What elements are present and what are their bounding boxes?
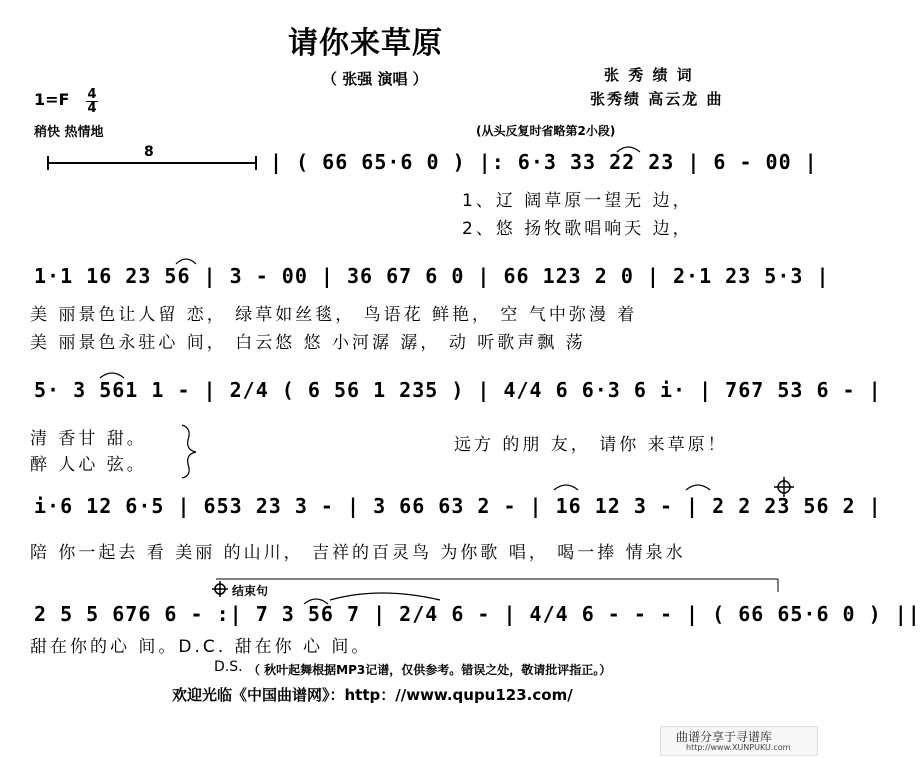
lyrics-row-3-verse-1: 清 香甘 甜。 xyxy=(30,429,147,449)
repeat-note: (从头反复时省略第2小段) xyxy=(476,124,616,138)
lyrics-row-1-verse-1: 1、辽 阔草原一望无 边， xyxy=(462,191,693,211)
lyrics-row-1-verse-2: 2、悠 扬牧歌唱响天 边， xyxy=(462,219,693,239)
lyrics-row-4: 陪 你一起去 看 美丽 的山川， 吉祥的百灵鸟 为你歌 唱， 喝一捧 情泉水 xyxy=(30,543,686,563)
transcription-note: （ 秋叶起舞根据MP3记谱，仅供参考。错误之处，敬请批评指正。） xyxy=(248,663,612,677)
watermark-text: 曲谱分享于寻谱库 xyxy=(676,730,773,744)
notation-row-4: i·6 12 6·5 | 653 23 3 - | 3 66 63 2 - | 16 12 3 - | 2 2 23 56 2 | xyxy=(34,494,882,518)
lyrics-row-3-chorus: 远方 的朋 友， 请你 来草原！ xyxy=(454,435,728,455)
rest-count: 8 xyxy=(144,144,154,160)
tempo-marking: 稍快 热情地 xyxy=(34,125,104,140)
notation-row-1: | ( 66 65·6 0 ) |: 6·3 33 22 23 | 6 - 00 | xyxy=(270,150,818,174)
singer-credit: （ 张强 演唱 ） xyxy=(322,70,428,88)
lyrics-row-2-verse-2: 美 丽景色永驻心 间， 白云悠 悠 小河潺 潺， 动 听歌声飘 荡 xyxy=(30,333,586,353)
time-bottom: 4 xyxy=(87,101,97,116)
song-title: 请你来草原 xyxy=(288,26,443,61)
notation-row-3: 5· 3 561 1 - | 2/4 ( 6 56 1 235 ) | 4/4 6 6·3 6 i· | 767 53 6 - | xyxy=(34,378,882,402)
lyrics-row-5: 甜在你的心 间。D.C. 甜在你 心 间。 xyxy=(30,637,372,657)
composer-credit: 张秀绩 高云龙 曲 xyxy=(590,90,724,108)
lyrics-row-2-verse-1: 美 丽景色让人留 恋， 绿草如丝毯， 鸟语花 鲜艳， 空 气中弥漫 着 xyxy=(30,305,638,325)
watermark-url: http://www.XUNPUKU.com xyxy=(686,743,791,752)
time-top: 4 xyxy=(87,87,97,102)
lyrics-row-3-verse-2: 醉 人心 弦。 xyxy=(30,455,147,475)
site-footer: 欢迎光临《中国曲谱网》：http：//www.qupu123.com/ xyxy=(172,686,573,704)
notation-row-2: 1·1 16 23 56 | 3 - 00 | 36 67 6 0 | 66 123 2 0 | 2·1 23 5·3 | xyxy=(34,264,830,288)
ds-marking: D.S. xyxy=(214,659,243,675)
lyricist-credit: 张 秀 绩 词 xyxy=(604,66,694,84)
notation-row-5: 2 5 5 676 6 - :| 7 3 56 7 | 2/4 6 - | 4/4 6 - - - | ( 66 65·6 0 ) || xyxy=(34,602,921,626)
ending-label: 结束句 xyxy=(232,584,269,598)
key-signature: 1=F xyxy=(34,90,70,109)
